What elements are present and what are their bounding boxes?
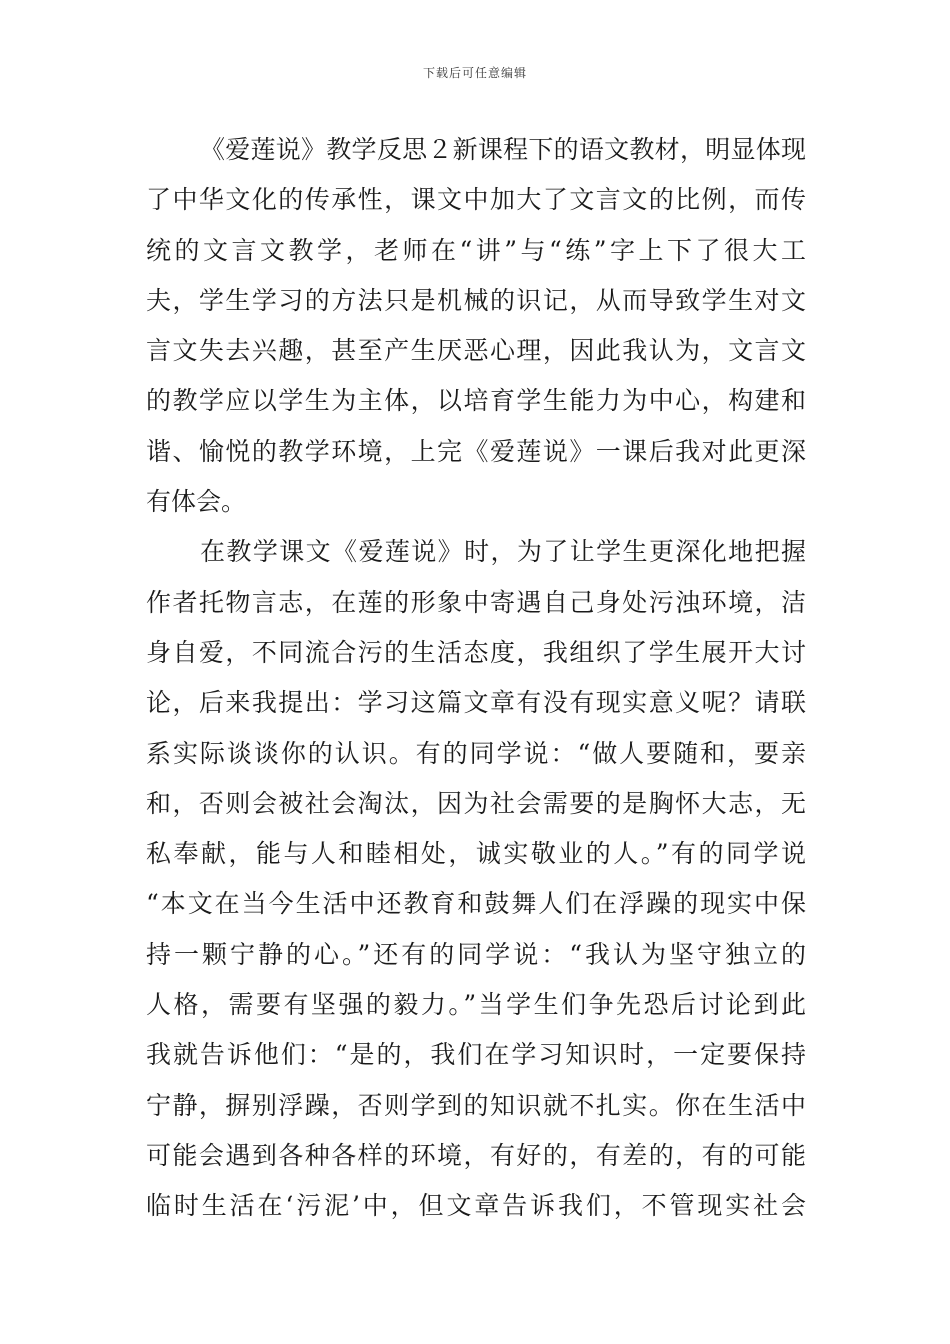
paragraph-1	[146, 125, 806, 527]
text-line: 论，后来我提出：学习这篇文章有没有现实意义呢？请联	[146, 688, 806, 718]
text-line: 言文失去兴趣，甚至产生厌恶心理，因此我认为，文言文	[146, 336, 806, 366]
document-body	[146, 125, 806, 1232]
page-header: 下载后可任意编辑	[422, 66, 527, 80]
text-line: 可能会遇到各种各样的环境，有好的，有差的，有的可能	[146, 1140, 806, 1170]
text-line: “本文在当今生活中还教育和鼓舞人们在浮躁的现实中保	[146, 889, 806, 919]
text-line: 临时生活在‘污泥’中，但文章告诉我们，不管现实社会	[146, 1191, 806, 1221]
text-line: 了中华文化的传承性，课文中加大了文言文的比例，而传	[146, 185, 806, 215]
text-line: 谐、愉悦的教学环境，上完《爱莲说》一课后我对此更深	[146, 436, 806, 466]
paragraph-2	[146, 527, 806, 1231]
text-line: 私奉献，能与人和睦相处，诚实敬业的人。”有的同学说	[146, 839, 806, 869]
text-line: 作者托物言志，在莲的形象中寄遇自己身处污浊环境，洁	[146, 587, 806, 617]
text-line: 宁静，摒别浮躁，否则学到的知识就不扎实。你在生活中	[146, 1090, 806, 1120]
text-line: 持一颗宁静的心。”还有的同学说：“我认为坚守独立的	[146, 939, 806, 969]
text-line: 我就告诉他们：“是的，我们在学习知识时，一定要保持	[146, 1040, 806, 1070]
text-line: 人格，需要有坚强的毅力。”当学生们争先恐后讨论到此	[146, 990, 806, 1020]
text-line: 和，否则会被社会淘汰，因为社会需要的是胸怀大志，无	[146, 788, 806, 818]
text-line: 统的文言文教学，老师在“讲”与“练”字上下了很大工	[146, 235, 806, 265]
text-line: 系实际谈谈你的认识。有的同学说：“做人要随和，要亲	[146, 738, 806, 768]
text-line: 《爱莲说》教学反思２新课程下的语文教材，明显体现	[200, 135, 806, 164]
text-line: 夫，学生学习的方法只是机械的识记，从而导致学生对文	[146, 285, 806, 315]
text-line: 的教学应以学生为主体，以培育学生能力为中心，构建和	[146, 386, 806, 416]
text-line: 在教学课文《爱莲说》时，为了让学生更深化地把握	[200, 537, 806, 567]
text-line: 身自爱，不同流合污的生活态度，我组织了学生展开大讨	[146, 637, 806, 667]
text-line: 有体会。	[146, 487, 247, 517]
